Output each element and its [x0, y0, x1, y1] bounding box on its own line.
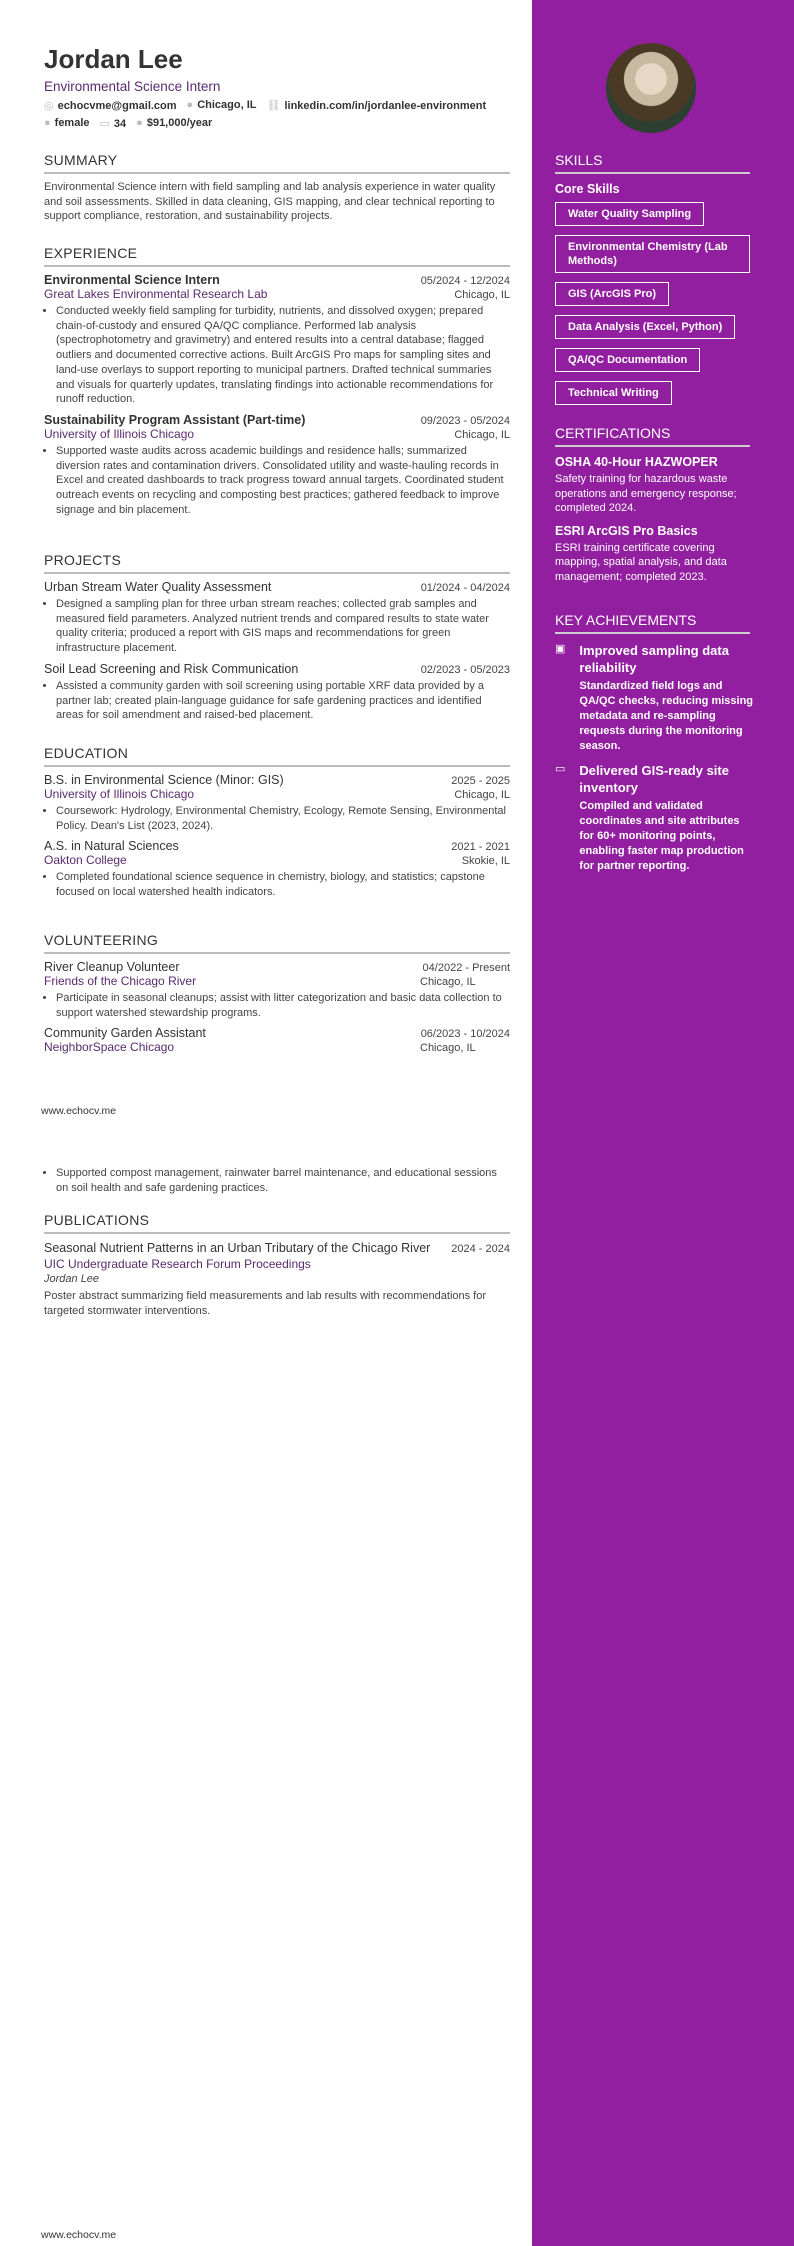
experience-item: [44, 413, 510, 518]
email-icon: ◎: [44, 100, 54, 112]
skill-tag: GIS (ArcGIS Pro): [555, 282, 669, 306]
experience-heading: EXPERIENCE: [44, 245, 510, 267]
achievement: [555, 762, 755, 874]
bullet: • Supported waste audits across academic buildings and residence halls; summarized diversion rates and contamination drivers. Consolidated utility and waste-hauling records in Excel and created dashboards to track progress toward annual targets. Coordinated student outreach events on recycling and composting best practices; gathered feedback to improve signage and bin placement.: [56, 444, 510, 518]
clipboard-check-icon: ▣: [555, 643, 566, 655]
volunteer-item: [44, 960, 510, 1020]
role: River Cleanup Volunteer: [44, 960, 180, 974]
organization: Friends of the Chicago River: [44, 974, 197, 988]
linkedin[interactable]: linkedin.com/in/jordanlee-environment: [284, 100, 487, 112]
person-icon: ●: [44, 117, 51, 129]
location: Chicago, IL: [197, 99, 257, 111]
cert-title: OSHA 40-Hour HAZWOPER: [555, 455, 718, 469]
school: Oakton College: [44, 853, 127, 868]
education-item: [44, 773, 510, 833]
bullet: • Assisted a community garden with soil screening using portable XRF data provided by a partner lab; created plain-language guidance for safe gardening practices and identified areas for soil amendment and raised-bed placement.: [56, 679, 510, 723]
organization: Great Lakes Environmental Research Lab: [44, 287, 268, 301]
cert-desc: Safety training for hazardous waste operations and emergency response; completed 2024.: [555, 473, 737, 514]
battery-icon: ▭: [555, 763, 566, 775]
footer-link[interactable]: www.echocv.me: [41, 1105, 117, 1117]
location: Chicago, IL: [420, 976, 476, 988]
skill-tag: Data Analysis (Excel, Python): [555, 315, 735, 339]
achievement-desc: Standardized field logs and QA/QC checks, reducing missing metadata and re-sampling requests during the monitoring season.: [579, 680, 754, 752]
achievement-title: Improved sampling data reliability: [579, 643, 729, 675]
job-title: Environmental Science Intern: [44, 273, 220, 287]
school: University of Illinois Chicago: [44, 787, 195, 801]
achievements-heading: KEY ACHIEVEMENTS: [555, 612, 750, 634]
dates: 06/2023 - 10/2024: [420, 1028, 510, 1041]
sidebar: [532, 0, 794, 2246]
dates: 05/2024 - 12/2024: [420, 275, 510, 287]
projects-heading: PROJECTS: [44, 552, 510, 574]
project-title: Soil Lead Screening and Risk Communication: [44, 661, 299, 676]
cert-title: ESRI ArcGIS Pro Basics: [555, 523, 698, 538]
job-title: Sustainability Program Assistant (Part-time): [44, 412, 306, 427]
authors: Jordan Lee: [44, 1273, 100, 1285]
degree: A.S. in Natural Sciences: [44, 839, 179, 854]
location: Chicago, IL: [420, 1042, 476, 1055]
dates: 2024 - 2024: [451, 1242, 510, 1255]
volunteering-heading: VOLUNTEERING: [44, 932, 510, 954]
project-item: [44, 662, 510, 723]
role: Community Garden Assistant: [44, 1026, 206, 1041]
publication-title: Seasonal Nutrient Patterns in an Urban Tributary of the Chicago River: [44, 1241, 431, 1255]
age: 34: [113, 118, 127, 130]
achievement-desc: Compiled and validated coordinates and site attributes for 60+ monitoring points, enabling faster map production for partner reporting.: [579, 800, 744, 872]
summary-heading: SUMMARY: [44, 152, 510, 174]
summary-section: [44, 152, 510, 224]
experience-item: [44, 273, 510, 407]
certifications-heading: CERTIFICATIONS: [555, 425, 750, 447]
footer-link[interactable]: www.echocv.me: [41, 2229, 117, 2241]
link-icon: ⛓: [266, 100, 281, 112]
bullet: • Designed a sampling plan for three urban stream reaches; collected grab samples and measured field parameters. Analyzed nutrient trends and compared results to state water quality criteria; produced a report with GIS maps and recommendations for green infrastructure placement.: [56, 597, 510, 656]
organization: University of Illinois Chicago: [44, 426, 195, 441]
skill-tag: Environmental Chemistry (Lab Methods): [555, 235, 750, 273]
header: [44, 44, 510, 130]
volunteer-continued: [44, 1163, 510, 1201]
bullet: • Conducted weekly field sampling for turbidity, nutrients, and dissolved oxygen; prepared chain-of-custody and ensured QA/QC compliance. Performed lab analysis (spectrophotometry and gravimetry) and entered results into a central database; flagged outliers and documented corrective actions. Built ArcGIS Pro maps for sampling sites and land-use overlays to support reporting to municipal partners. Drafted technical summaries and visuals for quarterly updates, translating findings into actionable recommendations for runoff reduction.: [56, 304, 510, 407]
email[interactable]: echocvme@gmail.com: [57, 100, 177, 112]
avatar: [606, 43, 696, 133]
name: Jordan Lee: [44, 44, 183, 74]
dates: 04/2022 - Present: [422, 962, 510, 974]
dates: 09/2023 - 05/2024: [420, 414, 510, 427]
job-title: Environmental Science Intern: [44, 79, 221, 94]
bullet: • Supported compost management, rainwater barrel maintenance, and educational sessions on soil health and safe gardening practices.: [56, 1166, 510, 1195]
project-item: [44, 580, 510, 656]
dates: 02/2023 - 05/2023: [420, 663, 510, 676]
achievement: [555, 642, 755, 754]
venue: UIC Undergraduate Research Forum Proceedings: [44, 1257, 311, 1271]
publications-heading: PUBLICATIONS: [44, 1212, 510, 1234]
bullet: • Participate in seasonal cleanups; assist with litter categorization and basic data collection to support watershed stewardship programs.: [56, 991, 510, 1020]
dates: 2021 - 2021: [451, 841, 510, 854]
summary-text: Environmental Science intern with field sampling and lab analysis experience in water quality and soil assessments. Skilled in data cleaning, GIS mapping, and clear technical reporting to support compliance, restoration, and sustainability projects.: [44, 181, 496, 222]
cert-desc: ESRI training certificate covering mapping, spatial analysis, and data management; completed 2023.: [555, 541, 727, 583]
achievement-title: Delivered GIS-ready site inventory: [579, 763, 729, 795]
experience-section: [44, 245, 510, 523]
salary-icon: ●: [136, 117, 143, 129]
description: Poster abstract summarizing field measurements and lab results with recommendations for targeted stormwater interventions.: [44, 1290, 487, 1317]
location-icon: ●: [186, 99, 194, 111]
bullet: • Completed foundational science sequence in chemistry, biology, and statistics; capstone focused on local watershed health indicators.: [56, 870, 510, 899]
volunteer-item: [44, 1026, 510, 1054]
core-skills-label: Core Skills: [555, 182, 620, 196]
salary: $91,000/year: [146, 117, 213, 129]
projects-section: [44, 552, 510, 729]
volunteering-section: [44, 932, 510, 1060]
location: Chicago, IL: [454, 789, 510, 801]
location: Chicago, IL: [454, 428, 510, 441]
bullet: • Coursework: Hydrology, Environmental Chemistry, Ecology, Remote Sensing, Environmental Policy. Dean's List (2023, 2024).: [56, 804, 510, 833]
location: Skokie, IL: [461, 855, 510, 868]
publications-section: [44, 1212, 510, 1318]
education-section: [44, 745, 510, 906]
skill-tag: Technical Writing: [555, 381, 672, 405]
location: Chicago, IL: [454, 289, 510, 301]
gender: female: [54, 117, 90, 129]
organization: NeighborSpace Chicago: [44, 1040, 175, 1055]
education-item: [44, 839, 510, 899]
dates: 01/2024 - 04/2024: [420, 582, 510, 594]
calendar-icon: ▭: [99, 118, 110, 130]
dates: 2025 - 2025: [451, 775, 510, 787]
degree: B.S. in Environmental Science (Minor: GIS): [44, 773, 284, 787]
skills-heading: SKILLS: [555, 152, 750, 174]
skill-tag: Water Quality Sampling: [555, 202, 704, 226]
education-heading: EDUCATION: [44, 745, 510, 767]
project-title: Urban Stream Water Quality Assessment: [44, 580, 272, 594]
skill-tag: QA/QC Documentation: [555, 348, 700, 372]
